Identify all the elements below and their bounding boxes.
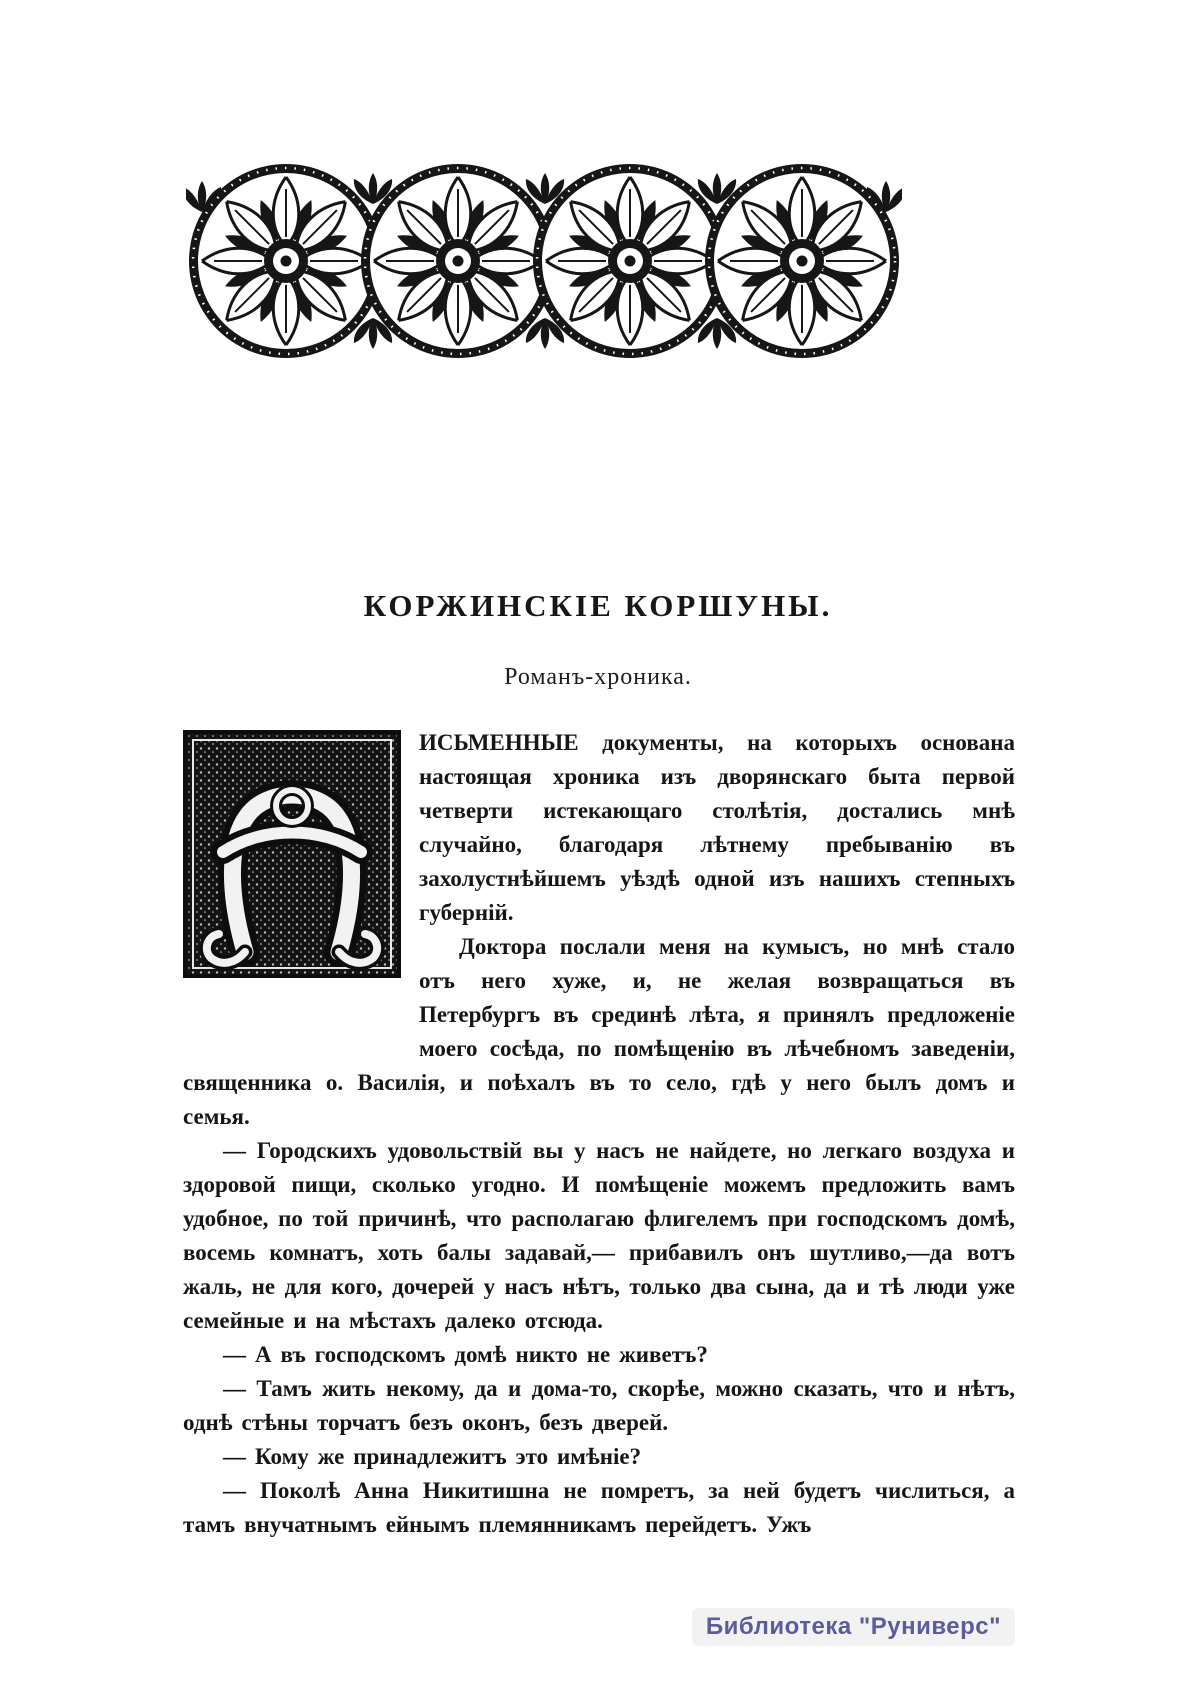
ornate-initial-P-icon (183, 730, 401, 978)
paragraph: — Поколѣ Анна Никитишна не помретъ, за ней будетъ числиться, а тамъ внучатнымъ ейнымъ племянникамъ перейдетъ. Ужъ (183, 1478, 1015, 1537)
paragraph: ИСЬМЕННЫЕ документы, на которыхъ основана настоящая хроника изъ дворянскаго быта первой четверти истекающаго столѣтія, достались мнѣ случайно, благодаря лѣтнему пребыванію въ захолустнѣйшемъ уѣздѣ одной изъ нашихъ степныхъ губерній. (419, 730, 1015, 925)
paragraph: — А въ господскомъ домѣ никто не живетъ? (223, 1342, 708, 1367)
paragraph: — Городскихъ удовольствій вы у насъ не найдете, но легкаго воздуха и здоровой пищи, сколько угодно. И помѣщеніе можемъ предложить вамъ удобное, по той причинѣ, что располагаю флигелемъ при господскомъ домѣ, восемь комнатъ, хоть балы задавай,— прибавилъ онъ шутливо,—да вотъ жаль, не для кого, дочерей у насъ нѣтъ, только два сына, да и тѣ люди уже семейные и на мѣстахъ далеко отсюда. (183, 1138, 1015, 1333)
ornate-initial-P-block (183, 730, 401, 978)
page-title: КОРЖИНСКІЕ КОРШУНЫ. (363, 588, 833, 623)
body-text (183, 726, 1015, 1542)
page-subtitle: Романъ-хроника. (504, 664, 692, 690)
paragraph: — Тамъ жить некому, да и дома-то, скорѣе, можно сказать, что и нѣтъ, однѣ стѣны торчатъ безъ оконъ, безъ дверей. (183, 1376, 1015, 1435)
paragraph: — Кому же принадлежитъ это имѣніе? (223, 1444, 642, 1469)
library-watermark: Библиотека "Руниверс" (692, 1608, 1015, 1646)
paragraph: Доктора послали меня на кумысъ, но мнѣ стало отъ него хуже, и, не желая возвращаться въ Петербургъ въ срединѣ лѣта, я принялъ предложеніе моего сосѣда, по помѣщенію въ лѣчебномъ заведеніи, священника о. Василія, и поѣхалъ въ то село, гдѣ у него былъ домъ и семья. (183, 934, 1015, 1129)
rosette-band-ornament (186, 160, 902, 362)
rosette-band-icon (186, 160, 902, 362)
